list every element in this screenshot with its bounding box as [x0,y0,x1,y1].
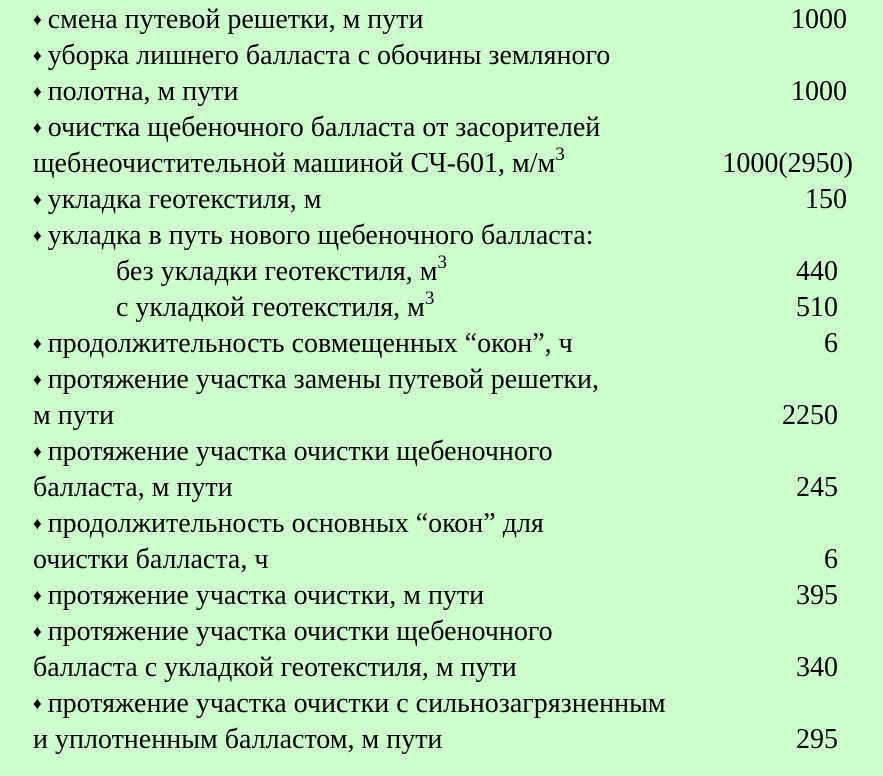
item-value: 245 [796,472,838,503]
list-item [0,434,883,470]
list-item [0,686,883,722]
item-value: 6 [824,328,838,359]
item-text: очистки балласта, ч [33,544,269,575]
item-value: 395 [796,580,838,611]
item-text: очистка щебеночного балласта от засорителей [47,112,601,143]
item-text: смена путевой решетки, м пути [47,4,424,35]
item-text: продолжительность основных “окон” для [47,508,544,539]
list-item-continuation [0,470,883,506]
superscript: 3 [555,144,565,165]
item-value: 2250 [782,400,838,431]
item-text: продолжительность совмещенных “окон”, ч [47,328,573,359]
diamond-bullet-icon: ♦ [33,370,42,389]
diamond-bullet-icon: ♦ [33,442,42,461]
diamond-bullet-icon: ♦ [33,586,42,605]
item-text: м пути [33,400,114,431]
diamond-bullet-icon: ♦ [33,622,42,641]
diamond-bullet-icon: ♦ [33,118,42,137]
item-value: 1000 [791,76,847,107]
list-item [0,110,883,146]
item-text: протяжение участка очистки с сильнозагрязненным [47,688,666,719]
item-text: щебнеочистительной машиной СЧ-601, м/м [33,148,556,179]
item-text: балласта с укладкой геотекстиля, м пути [33,652,517,683]
diamond-bullet-icon: ♦ [33,190,42,209]
diamond-bullet-icon: ♦ [33,10,42,29]
item-text: и уплотненным балластом, м пути [33,724,443,755]
item-text: протяжение участка замены путевой решетки, [47,364,599,395]
item-text: без укладки геотекстиля, м [116,256,438,287]
list-item-continuation [0,722,883,758]
item-value: 295 [796,724,838,755]
item-value: 1000(2950) [722,148,853,179]
item-value: 6 [824,544,838,575]
list-item [0,218,883,254]
item-text: балласта, м пути [33,472,233,503]
list-item [0,74,883,110]
diamond-bullet-icon: ♦ [33,334,42,353]
diamond-bullet-icon: ♦ [33,694,42,713]
superscript: 3 [437,252,448,273]
item-text: с укладкой геотекстиля, м [116,292,425,323]
item-text: укладка в путь нового щебеночного балласта: [47,220,594,251]
list-item-continuation [0,398,883,434]
list-item-continuation [0,542,883,578]
diamond-bullet-icon: ♦ [33,82,42,101]
item-text: протяжение участка очистки щебеночного [47,436,553,467]
superscript: 3 [424,288,435,309]
list-item [0,614,883,650]
list-item [0,38,883,74]
list-item [0,326,883,362]
item-text: протяжение участка очистки, м пути [47,580,485,611]
item-value: 150 [805,184,847,215]
list-item-continuation [0,146,883,182]
item-text: укладка геотекстиля, м [47,184,322,215]
list-item [0,182,883,218]
sub-item [0,254,883,290]
item-value: 1000 [791,4,847,35]
item-text: протяжение участка очистки щебеночного [47,616,553,647]
diamond-bullet-icon: ♦ [33,226,42,245]
item-value: 340 [796,652,838,683]
list-item [0,362,883,398]
list-item-continuation [0,650,883,686]
list-item [0,2,883,38]
sub-item [0,290,883,326]
diamond-bullet-icon: ♦ [33,514,42,533]
diamond-bullet-icon: ♦ [33,46,42,65]
list-item [0,506,883,542]
item-text: полотна, м пути [47,76,239,107]
item-value: 440 [796,256,838,287]
item-value: 510 [796,292,838,323]
list-item [0,578,883,614]
item-text: уборка лишнего балласта с обочины земляного [47,40,611,71]
